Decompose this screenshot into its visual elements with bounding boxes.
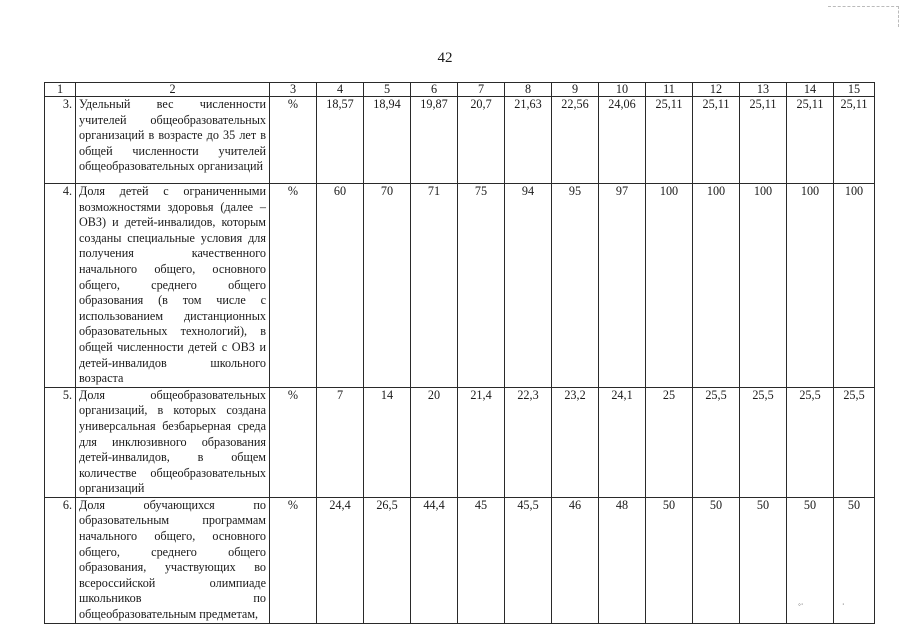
value-cell: 100	[787, 184, 834, 388]
value-cell: 50	[693, 497, 740, 623]
value-cell: 23,2	[552, 387, 599, 497]
value-cell: 25,5	[834, 387, 875, 497]
value-cell: 26,5	[364, 497, 411, 623]
row-number: 6.	[45, 497, 76, 623]
value-cell: 45,5	[505, 497, 552, 623]
value-cell: 75	[458, 184, 505, 388]
row-number: 4.	[45, 184, 76, 388]
value-cell: 50	[787, 497, 834, 623]
value-cell: 100	[740, 184, 787, 388]
value-cell: 48	[599, 497, 646, 623]
scan-edge-mark	[828, 6, 899, 27]
value-cell: 97	[599, 184, 646, 388]
table-row	[45, 387, 875, 497]
value-cell: 46	[552, 497, 599, 623]
value-cell: 25,11	[646, 97, 693, 184]
value-cell: 60	[317, 184, 364, 388]
header-cell: 2	[76, 83, 270, 97]
value-cell: 19,87	[411, 97, 458, 184]
indicator-name: Доля обучающихся по образовательным программам начального общего, основного общего, среднего общего образования, участвующих во всероссийской олимпиаде школьников по общеобразовательным предметам,	[76, 497, 270, 623]
value-cell: 70	[364, 184, 411, 388]
table-row	[45, 97, 875, 184]
header-cell: 6	[411, 83, 458, 97]
header-cell: 8	[505, 83, 552, 97]
value-cell: 21,4	[458, 387, 505, 497]
header-cell: 13	[740, 83, 787, 97]
indicator-name: Доля детей с ограниченными возможностями здоровья (далее – ОВЗ) и детей-инвалидов, которым созданы специальные условия для получения качественного начального общего, основного общего, среднего общего образования (в том числе с использованием дистанционных образовательных технологий), в общей численности детей с ОВЗ и детей-инвалидов школьного возраста	[76, 184, 270, 388]
header-cell: 14	[787, 83, 834, 97]
indicator-name: Удельный вес численности учителей общеобразовательных организаций в возрасте до 35 лет в общей численности учителей общеобразовательных организаций	[76, 97, 270, 184]
value-cell: 45	[458, 497, 505, 623]
page-number: 42	[437, 50, 453, 66]
row-number: 3.	[45, 97, 76, 184]
unit-cell: %	[270, 97, 317, 184]
value-cell: 24,4	[317, 497, 364, 623]
header-cell: 5	[364, 83, 411, 97]
header-cell: 12	[693, 83, 740, 97]
header-cell: 11	[646, 83, 693, 97]
unit-cell: %	[270, 184, 317, 388]
value-cell: 95	[552, 184, 599, 388]
indicator-name: Доля общеобразовательных организаций, в которых создана универсальная безбарьерная среда для инклюзивного образования детей-инвалидов, в общем количестве общеобразовательных организаций	[76, 387, 270, 497]
table-row	[45, 184, 875, 388]
header-cell: 15	[834, 83, 875, 97]
header-cell: 7	[458, 83, 505, 97]
value-cell: 50	[834, 497, 875, 623]
value-cell: 100	[834, 184, 875, 388]
table-row	[45, 497, 875, 623]
value-cell: 50	[740, 497, 787, 623]
row-number: 5.	[45, 387, 76, 497]
value-cell: 71	[411, 184, 458, 388]
header-cell: 4	[317, 83, 364, 97]
header-cell: 10	[599, 83, 646, 97]
unit-cell: %	[270, 497, 317, 623]
value-cell: 25,11	[740, 97, 787, 184]
header-row	[45, 83, 875, 97]
value-cell: 25,5	[740, 387, 787, 497]
value-cell: 25,5	[693, 387, 740, 497]
value-cell: 14	[364, 387, 411, 497]
header-cell: 9	[552, 83, 599, 97]
value-cell: 22,3	[505, 387, 552, 497]
value-cell: 50	[646, 497, 693, 623]
value-cell: 21,63	[505, 97, 552, 184]
value-cell: 25,11	[787, 97, 834, 184]
value-cell: 24,06	[599, 97, 646, 184]
header-cell: 3	[270, 83, 317, 97]
unit-cell: %	[270, 387, 317, 497]
value-cell: 100	[693, 184, 740, 388]
value-cell: 25	[646, 387, 693, 497]
value-cell: 18,94	[364, 97, 411, 184]
value-cell: 100	[646, 184, 693, 388]
value-cell: 25,11	[834, 97, 875, 184]
value-cell: 25,11	[693, 97, 740, 184]
header-cell: 1	[45, 83, 76, 97]
value-cell: 7	[317, 387, 364, 497]
value-cell: 44,4	[411, 497, 458, 623]
value-cell: 25,5	[787, 387, 834, 497]
scan-mark: ◦‧	[798, 600, 804, 609]
value-cell: 22,56	[552, 97, 599, 184]
value-cell: 94	[505, 184, 552, 388]
scan-mark: ‧	[842, 600, 845, 609]
indicator-table	[44, 82, 875, 624]
value-cell: 24,1	[599, 387, 646, 497]
value-cell: 18,57	[317, 97, 364, 184]
value-cell: 20,7	[458, 97, 505, 184]
value-cell: 20	[411, 387, 458, 497]
